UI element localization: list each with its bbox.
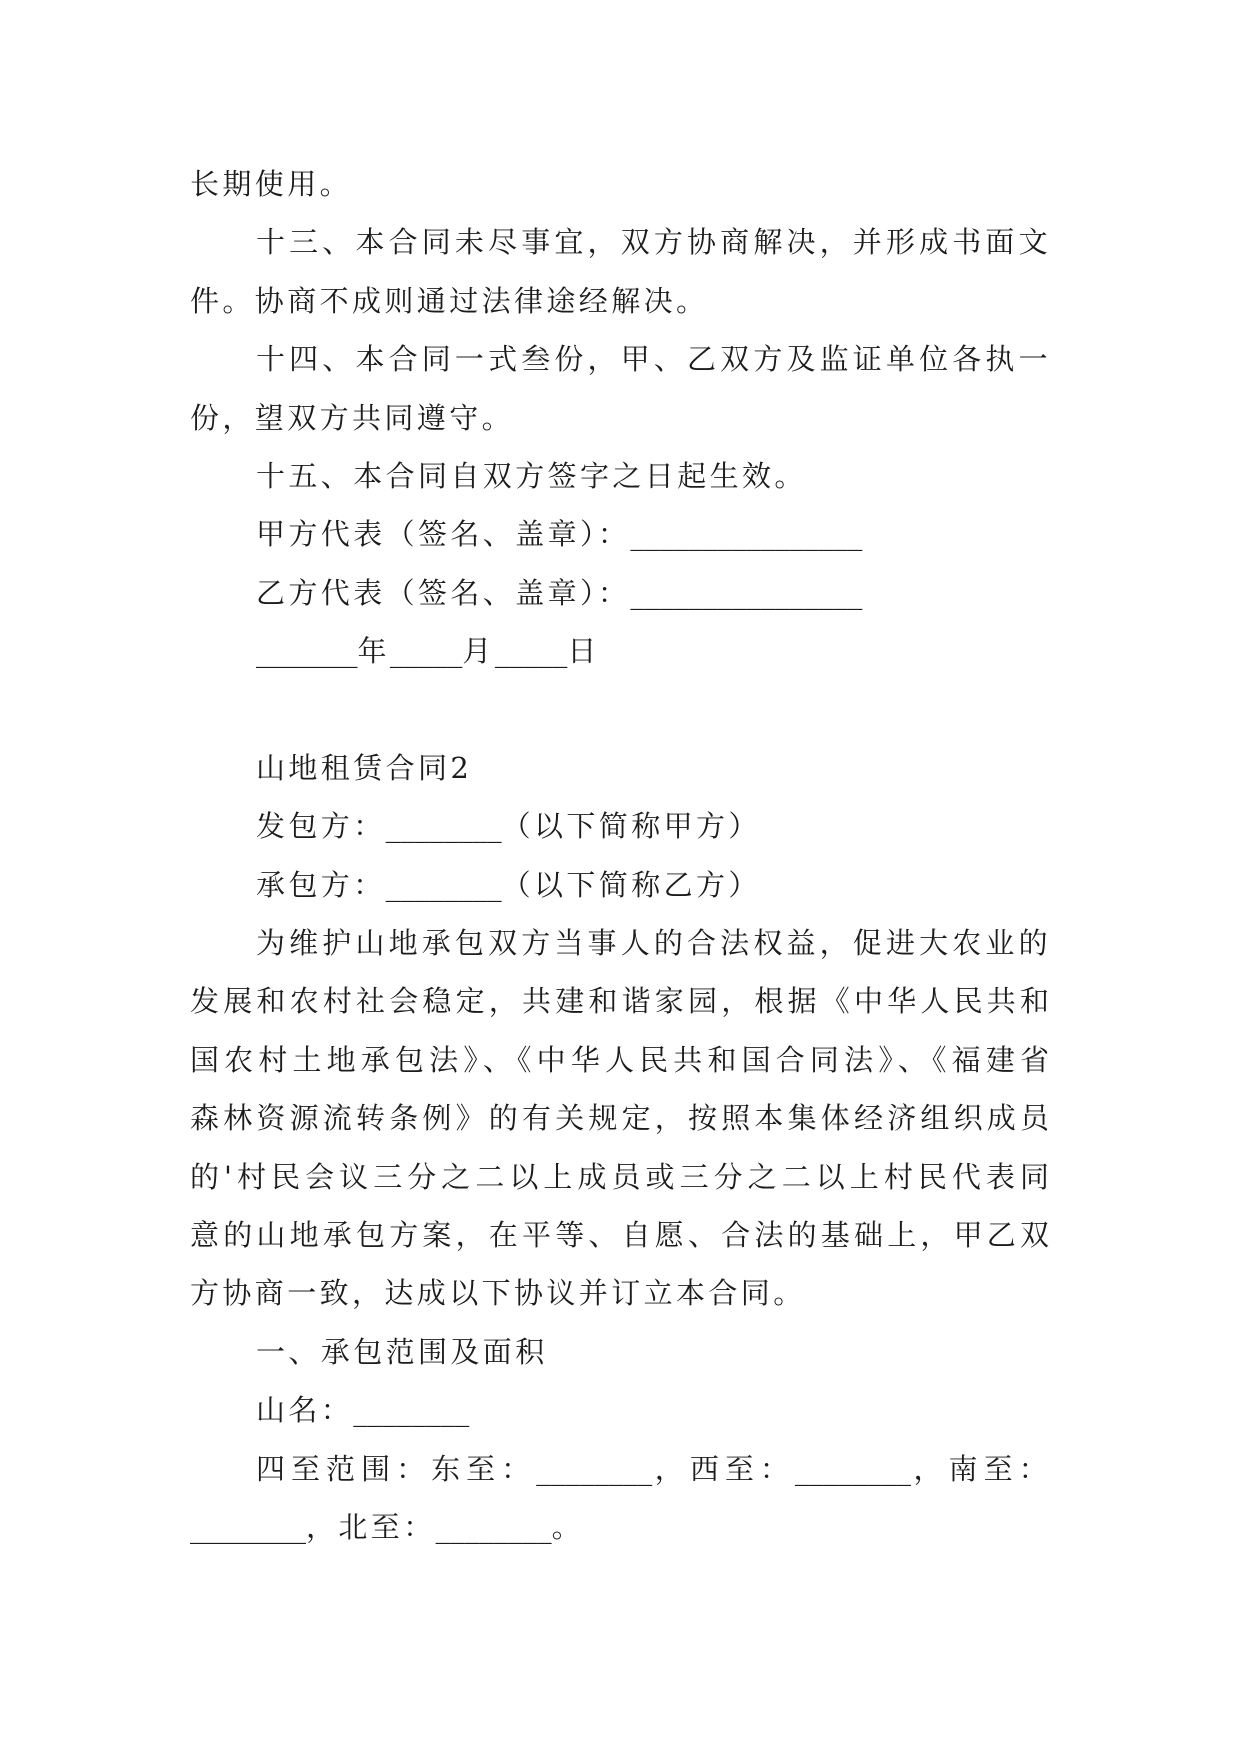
fill-in-blank: ________ — [536, 1451, 653, 1486]
clause-15: 十五、本合同自双方签字之日起生效。 — [256, 458, 807, 493]
fill-in-blank: ________ — [794, 1451, 911, 1486]
clause-13-line-2: 件。协商不成则通过法律途经解决。 — [190, 283, 709, 318]
preamble-line-6: 意的山地承包方案，在平等、自愿、合法的基础上，甲乙双 — [190, 1218, 1051, 1253]
contractor-line: 承包方：________（以下简称乙方） — [256, 867, 761, 902]
fill-in-blank: _____ — [494, 634, 568, 669]
party-a-signature: 甲方代表（签名、盖章）：________________ — [256, 517, 863, 552]
fill-in-blank: ________ — [353, 1393, 470, 1428]
section-1-heading: 一、承包范围及面积 — [256, 1334, 548, 1369]
fill-in-blank: ________________ — [630, 517, 863, 552]
issuer-line: 发包方：________（以下简称甲方） — [256, 809, 761, 844]
document-body — [190, 155, 1051, 1556]
preamble-line-3: 国农村土地承包法》、《中华人民共和国合同法》、《福建省 — [190, 1042, 1051, 1077]
section-spacer — [190, 681, 1051, 739]
preamble-line-7: 方协商一致，达成以下协议并订立本合同。 — [190, 1276, 806, 1311]
preamble-line-5: 的'村民会议三分之二以上成员或三分之二以上村民代表同 — [190, 1159, 1051, 1194]
continued-text: 长期使用。 — [190, 167, 353, 201]
boundaries-line-1: 四至范围：东至：________，西至：________，南至： — [256, 1451, 1051, 1486]
clause-14-line-2: 份，望双方共同遵守。 — [190, 400, 515, 435]
preamble-line-1: 为维护山地承包双方当事人的合法权益，促进大农业的 — [256, 926, 1051, 961]
party-b-signature: 乙方代表（签名、盖章）：________________ — [256, 575, 863, 610]
fill-in-blank: ________________ — [630, 575, 863, 610]
fill-in-blank: ________ — [190, 1509, 306, 1544]
preamble-line-2: 发展和农村社会稳定，共建和谐家园，根据《中华人民共和 — [190, 984, 1051, 1019]
mountain-name-line: 山名：________ — [256, 1393, 470, 1428]
clause-13-line-1: 十三、本合同未尽事宜，双方协商解决，并形成书面文 — [256, 225, 1051, 260]
fill-in-blank: ________ — [385, 867, 502, 902]
signing-date: _______年_____月_____日 — [256, 634, 600, 669]
fill-in-blank: ________ — [435, 1509, 552, 1544]
fill-in-blank: _____ — [389, 634, 463, 669]
contract-2-title: 山地租赁合同2 — [256, 750, 473, 785]
fill-in-blank: ________ — [385, 809, 502, 844]
boundaries-line-2: ________，北至：________。 — [190, 1509, 585, 1544]
preamble-line-4: 森林资源流转条例》的有关规定，按照本集体经济组织成员 — [190, 1101, 1051, 1136]
clause-14-line-1: 十四、本合同一式叁份，甲、乙双方及监证单位各执一 — [256, 342, 1051, 377]
fill-in-blank: _______ — [256, 634, 358, 669]
